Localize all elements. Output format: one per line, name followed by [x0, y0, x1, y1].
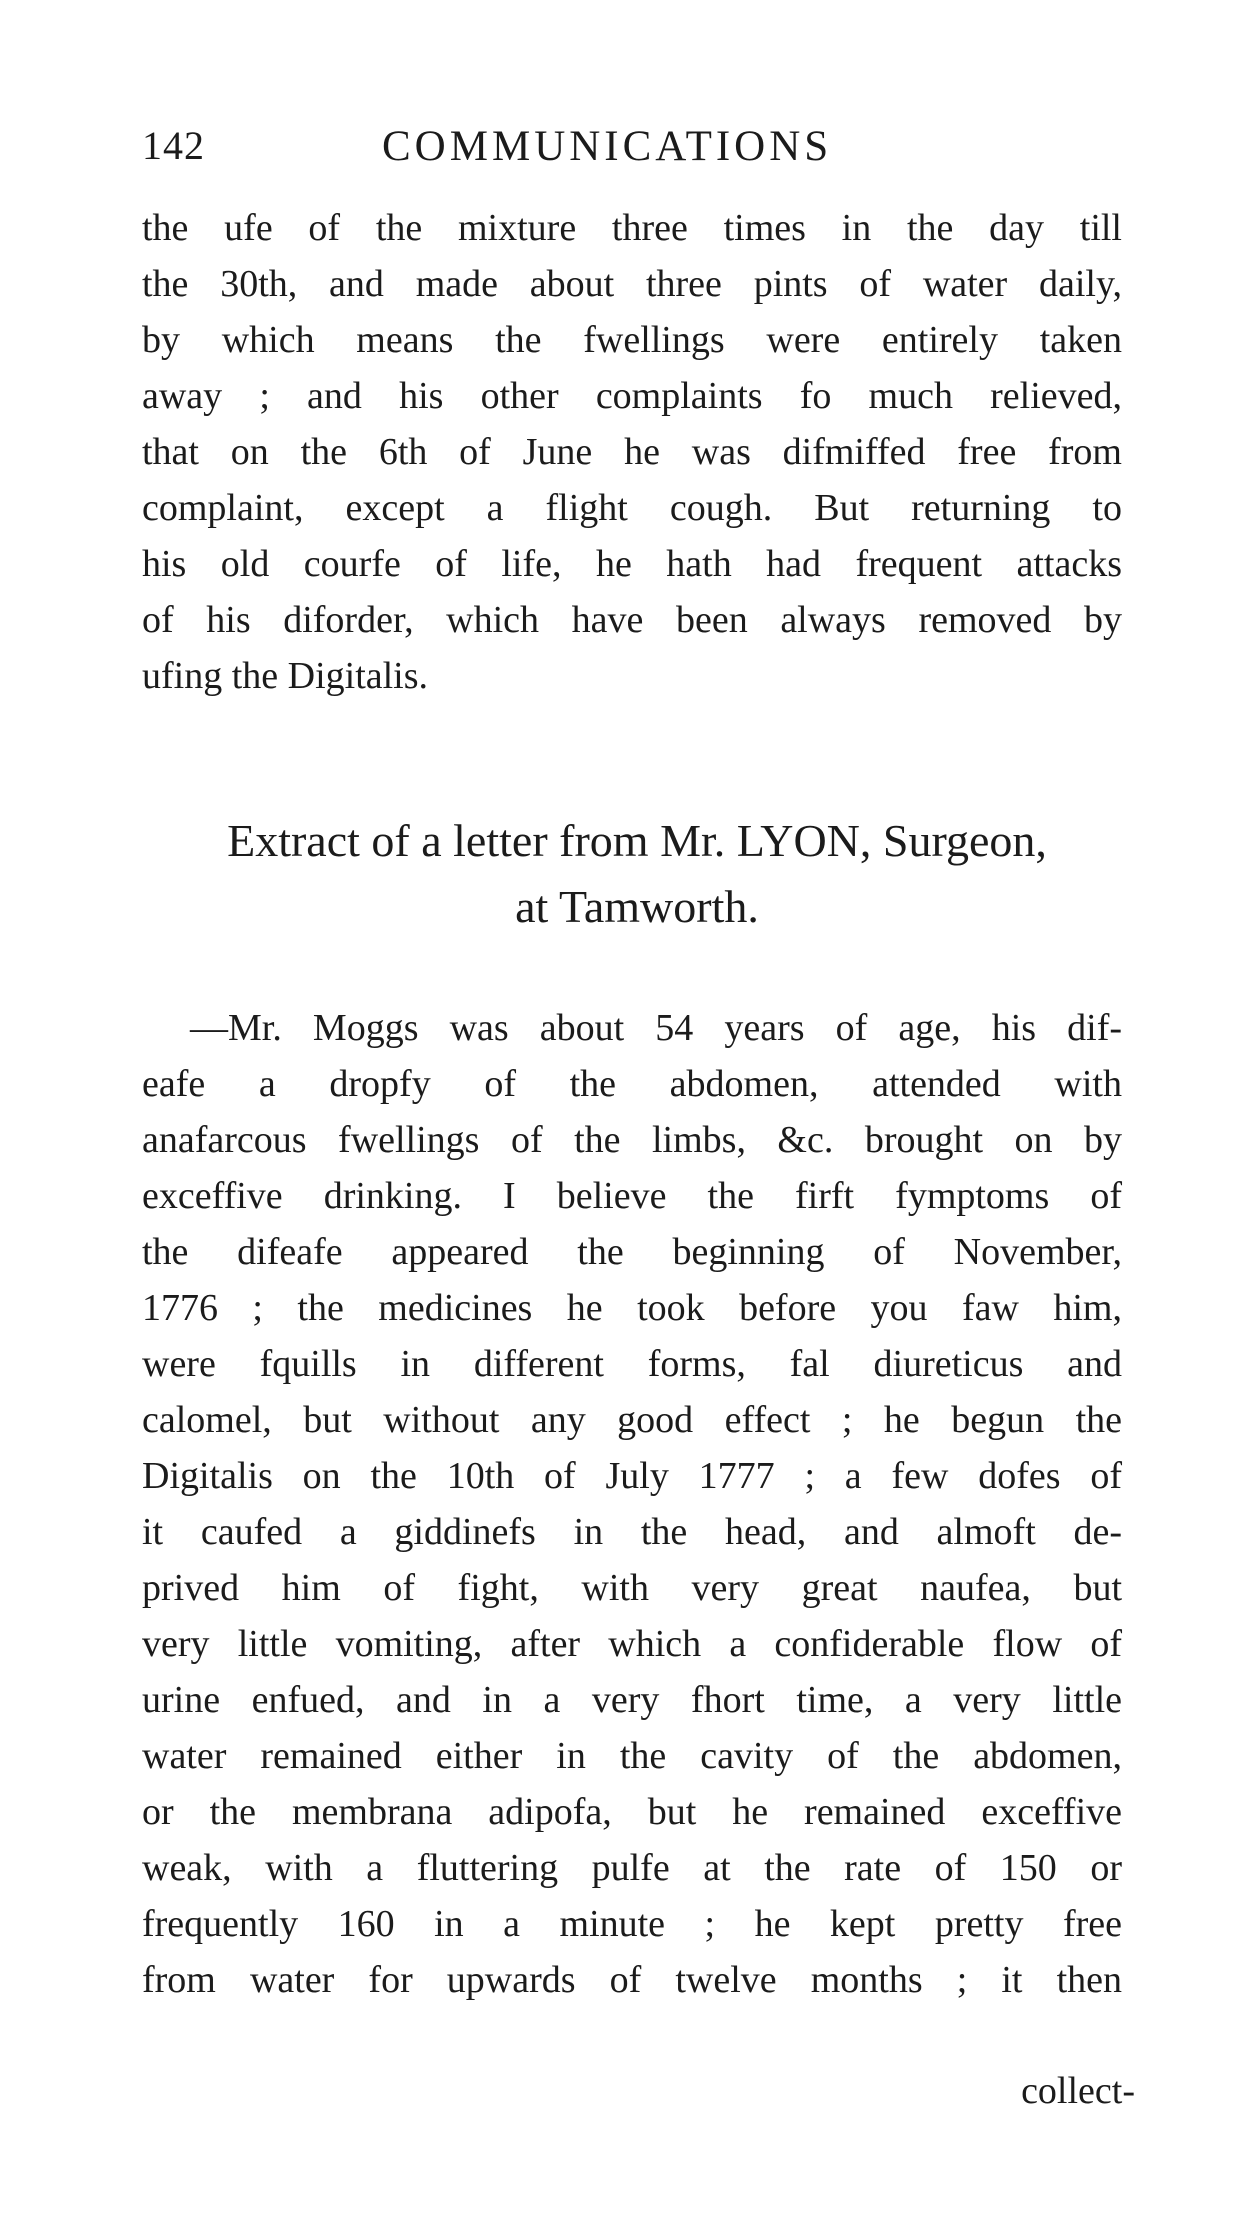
section-heading-line-2: at Tamworth. — [515, 881, 759, 932]
text-line: —Mr. Moggs was about 54 years of age, his dif- — [190, 1007, 1122, 1049]
section-heading-line-1: Extract of a letter from Mr. LYON, Surgeon, — [227, 815, 1047, 866]
text-line: that on the 6th of June he was difmiffed free from — [142, 431, 1122, 473]
text-line: of his diforder, which have been always removed by — [142, 599, 1122, 641]
paragraph-2 — [142, 1000, 1122, 2008]
catchword: collect- — [1021, 2070, 1135, 2112]
text-line: Digitalis on the 10th of July 1777 ; a few dofes of — [142, 1455, 1122, 1497]
text-line: frequently 160 in a minute ; he kept pretty free — [142, 1903, 1122, 1945]
text-line: very little vomiting, after which a confiderable flow of — [142, 1623, 1122, 1665]
text-line: exceffive drinking. I believe the firft fymptoms of — [142, 1175, 1122, 1217]
text-line: his old courfe of life, he hath had frequent attacks — [142, 543, 1122, 585]
page-header — [142, 122, 1132, 182]
page-number: 142 — [142, 123, 205, 168]
text-line: 1776 ; the medicines he took before you faw him, — [142, 1287, 1122, 1329]
text-line: the 30th, and made about three pints of water daily, — [142, 263, 1122, 305]
text-line: water remained either in the cavity of the abdomen, — [142, 1735, 1122, 1777]
text-line: were fquills in different forms, fal diureticus and — [142, 1343, 1122, 1385]
running-head: COMMUNICATIONS — [382, 123, 833, 170]
text-line: urine enfued, and in a very fhort time, a very little — [142, 1679, 1122, 1721]
section-heading — [142, 808, 1132, 940]
text-line: anafarcous fwellings of the limbs, &c. brought on by — [142, 1119, 1122, 1161]
text-line: eafe a dropfy of the abdomen, attended with — [142, 1063, 1122, 1105]
text-line: or the membrana adipofa, but he remained exceffive — [142, 1791, 1122, 1833]
text-line: by which means the fwellings were entirely taken — [142, 319, 1122, 361]
paragraph-1 — [142, 200, 1122, 704]
text-line: prived him of fight, with very great naufea, but — [142, 1567, 1122, 1609]
text-line: from water for upwards of twelve months ; it then — [142, 1959, 1122, 2001]
text-line: away ; and his other complaints fo much relieved, — [142, 375, 1122, 417]
text-line: calomel, but without any good effect ; he begun the — [142, 1399, 1122, 1441]
text-line: ufing the Digitalis. — [142, 655, 429, 697]
text-line: the difeafe appeared the beginning of November, — [142, 1231, 1122, 1273]
text-line: the ufe of the mixture three times in the day till — [142, 207, 1122, 249]
text-line: weak, with a fluttering pulfe at the rate of 150 or — [142, 1847, 1122, 1889]
text-line: complaint, except a flight cough. But returning to — [142, 487, 1122, 529]
text-line: it caufed a giddinefs in the head, and almoft de- — [142, 1511, 1122, 1553]
